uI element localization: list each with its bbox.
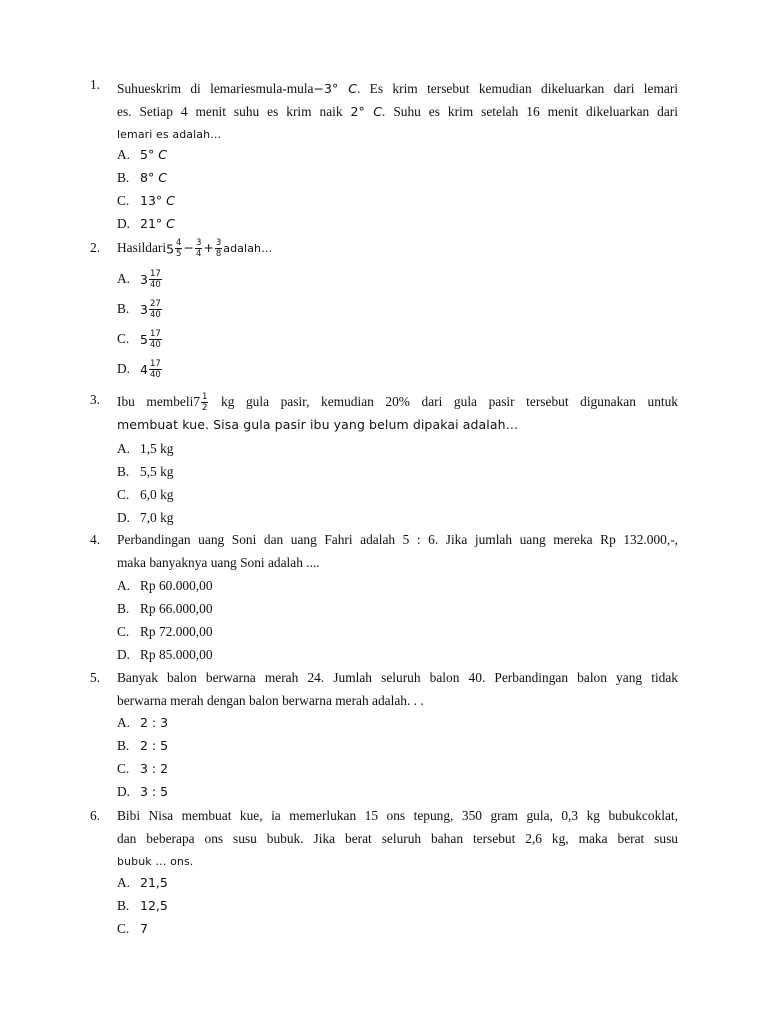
question-number: 2. (90, 240, 101, 255)
question-stem (117, 77, 678, 146)
answer-option[interactable]: D. 7,0 kg (117, 510, 174, 525)
answer-option[interactable]: C. 13° C (117, 193, 175, 208)
answer-option[interactable]: B. 5,5 kg (117, 464, 174, 479)
fraction: $\frac{3}{4}$ (195, 238, 202, 260)
question-number: 5. (90, 670, 101, 685)
question-stem (117, 528, 678, 574)
question-stem (117, 236, 678, 259)
answer-option[interactable]: A. Rp 60.000,00 (117, 578, 213, 593)
answer-option[interactable]: B. Rp 66.000,00 (117, 601, 213, 616)
answer-option[interactable]: C. 6,0 kg (117, 487, 174, 502)
stem-line: bubuk … ons. (117, 855, 194, 868)
fraction: $\frac{4}{5}$ (176, 238, 182, 260)
fraction: $\frac{1}{2}$ (201, 392, 208, 414)
answer-option[interactable]: D. 3 : 5 (117, 784, 169, 799)
stem-line: Perbandingan uang Soni dan uang Fahri adalah 5 : 6. Jika jumlah uang mereka Rp 132.000,-, (117, 532, 678, 547)
fraction: $\frac{17}{40}$ (149, 329, 161, 350)
question-number: 3. (90, 392, 101, 407)
fraction: $\frac{27}{40}$ (149, 299, 161, 320)
question-number: 6. (90, 808, 101, 823)
answer-option[interactable]: B. 12,5 (117, 898, 168, 913)
question-number: 4. (90, 532, 101, 547)
answer-option[interactable]: B. 8° C (117, 170, 167, 185)
stem-line: Hasildari5 $\frac{4}{5}$ − $\frac{3}{4}$ + $\frac{3}{8}$ adalah… (117, 238, 273, 260)
answer-option[interactable]: A. 3 $\frac{17}{40}$ (117, 269, 161, 290)
fraction: $\frac{17}{40}$ (149, 269, 161, 290)
question-stem (117, 804, 678, 873)
question-stem (117, 390, 678, 436)
answer-option[interactable]: B. 3 $\frac{27}{40}$ (117, 299, 161, 320)
answer-option[interactable]: A. 2 : 3 (117, 715, 169, 730)
stem-line: berwarna merah dengan balon berwarna merah adalah. . . (117, 693, 424, 708)
answer-option[interactable]: C. 7 (117, 921, 148, 936)
answer-option[interactable]: A. 21,5 (117, 875, 168, 890)
answer-option[interactable]: B. 2 : 5 (117, 738, 169, 753)
question-number: 1. (90, 77, 101, 92)
stem-line: Bibi Nisa membuat kue, ia memerlukan 15 ons tepung, 350 gram gula, 0,3 kg bubukcoklat, (117, 808, 678, 823)
answer-option[interactable]: C. Rp 72.000,00 (117, 624, 213, 639)
stem-line: es. Setiap 4 menit suhu es krim naik 2° C. Suhu es krim setelah 16 menit dikeluarkan dari (117, 104, 678, 119)
stem-line: dan beberapa ons susu bubuk. Jika berat seluruh bahan tersebut 2,6 kg, maka berat susu (117, 831, 678, 846)
answer-option[interactable]: A. 1,5 kg (117, 441, 174, 456)
answer-option[interactable]: C. 5 $\frac{17}{40}$ (117, 329, 161, 350)
fraction: $\frac{3}{8}$ (215, 238, 222, 260)
stem-line: membuat kue. Sisa gula pasir ibu yang belum dipakai adalah… (117, 417, 519, 432)
stem-line: maka banyaknya uang Soni adalah .... (117, 555, 320, 570)
stem-line: Ibu membeli7 $\frac{1}{2}$ kg gula pasir, kemudian 20% dari gula pasir tersebut digunakan untuk (117, 392, 679, 414)
question-stem (117, 666, 678, 712)
stem-line: Banyak balon berwarna merah 24. Jumlah seluruh balon 40. Perbandingan balon yang tidak (117, 670, 678, 685)
stem-line: Suhueskrim di lemariesmula-mula−3° C. Es krim tersebut kemudian dikeluarkan dari lemari (117, 81, 678, 96)
stem-line: lemari es adalah… (117, 128, 222, 141)
answer-option[interactable]: D. Rp 85.000,00 (117, 647, 213, 662)
answer-option[interactable]: D. 21° C (117, 216, 175, 231)
answer-option[interactable]: A. 5° C (117, 147, 167, 162)
fraction: $\frac{17}{40}$ (149, 359, 161, 380)
answer-option[interactable]: D. 4 $\frac{17}{40}$ (117, 359, 161, 380)
answer-option[interactable]: C. 3 : 2 (117, 761, 169, 776)
